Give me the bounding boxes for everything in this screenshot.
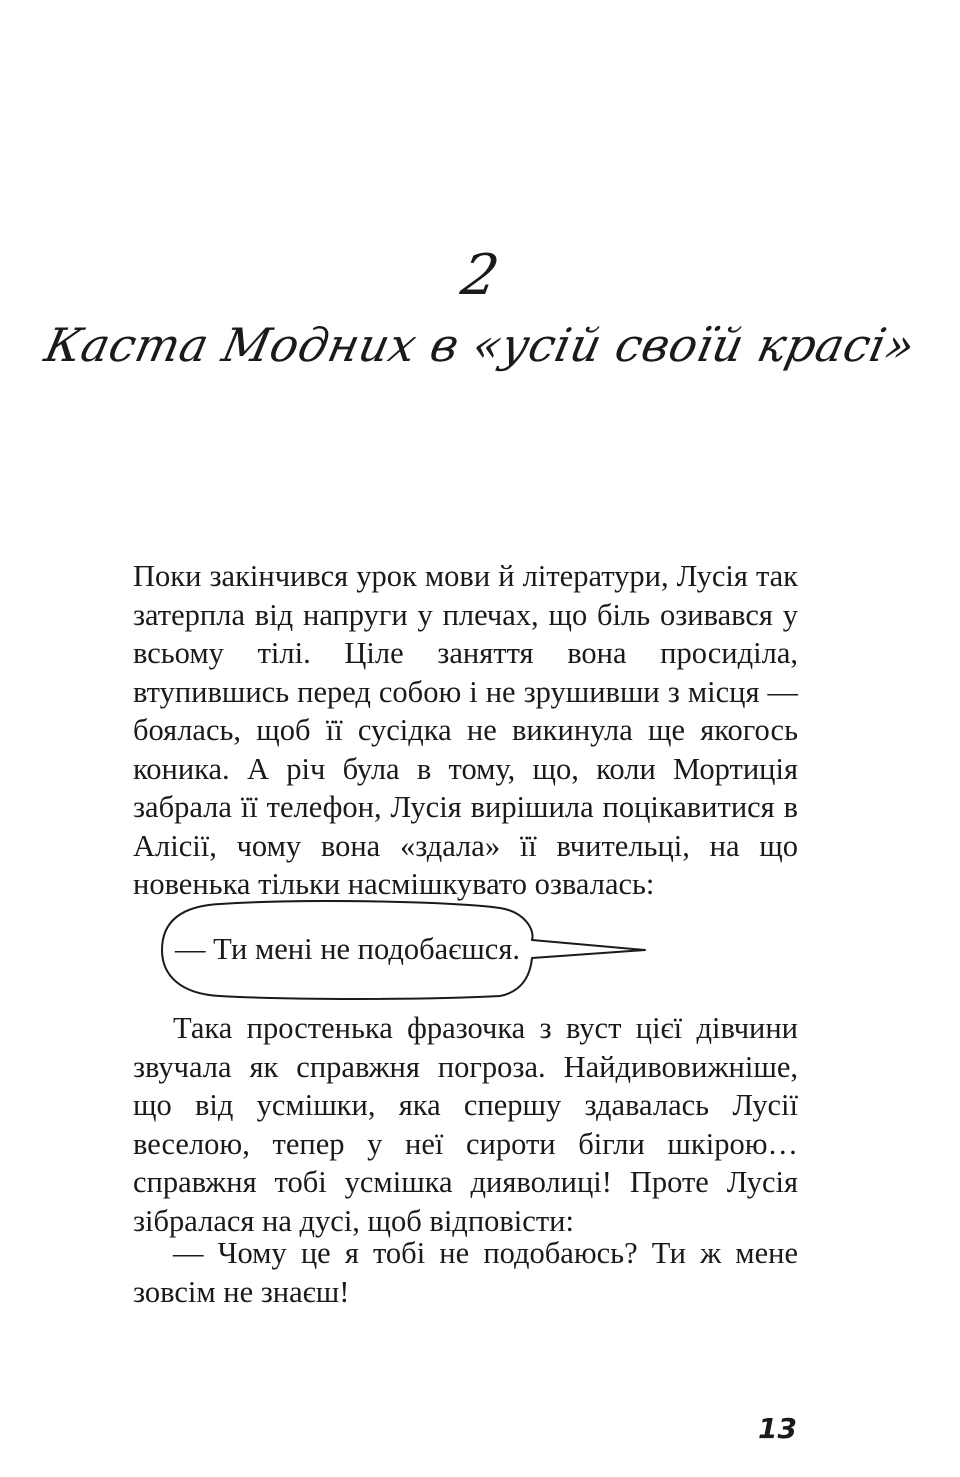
bubble-quote: — Ти мені не подобаєшся. (175, 932, 520, 966)
paragraph-text: — Чому це я тобі не подобаюсь? Ти ж мене зовсім не знаєш! (133, 1236, 798, 1309)
chapter-number: 2 (456, 243, 504, 308)
paragraph-text: Така простенька фразочка з вуст цієї дівчини звучала як справжня погроза. Найдивовижніше, що від усмішки, яка спершу здавалась Лусії веселою, тепер у неї сироти бігли шкірою… справжня тобі усмішка дияволиці! Проте Лусія зібралася на дусі, щоб відповісти: (133, 1011, 798, 1238)
paragraph-reply (133, 1234, 798, 1311)
chapter-title: Каста Модних в «усій своїй красі» (40, 318, 921, 372)
paragraph-text: Поки закінчився урок мови й літератури, Лусія так затерпла від напруги у плечах, що біль озивався у всьому тілі. Ціле заняття вона просиділа, втупившись перед собою і не зрушивши з місця — боялась, щоб її сусідка не викинула ще якогось коника. А річ була в тому, що, коли Мортиція забрала її телефон, Лусія вирішила поцікавитися в Алісії, чому вона «здала» її вчительці, на що новенька тільки насмішкувато озвалась: (133, 559, 798, 901)
page-number: 13 (758, 1412, 797, 1445)
paragraph-reaction (133, 1009, 798, 1240)
paragraph-intro (133, 557, 798, 904)
